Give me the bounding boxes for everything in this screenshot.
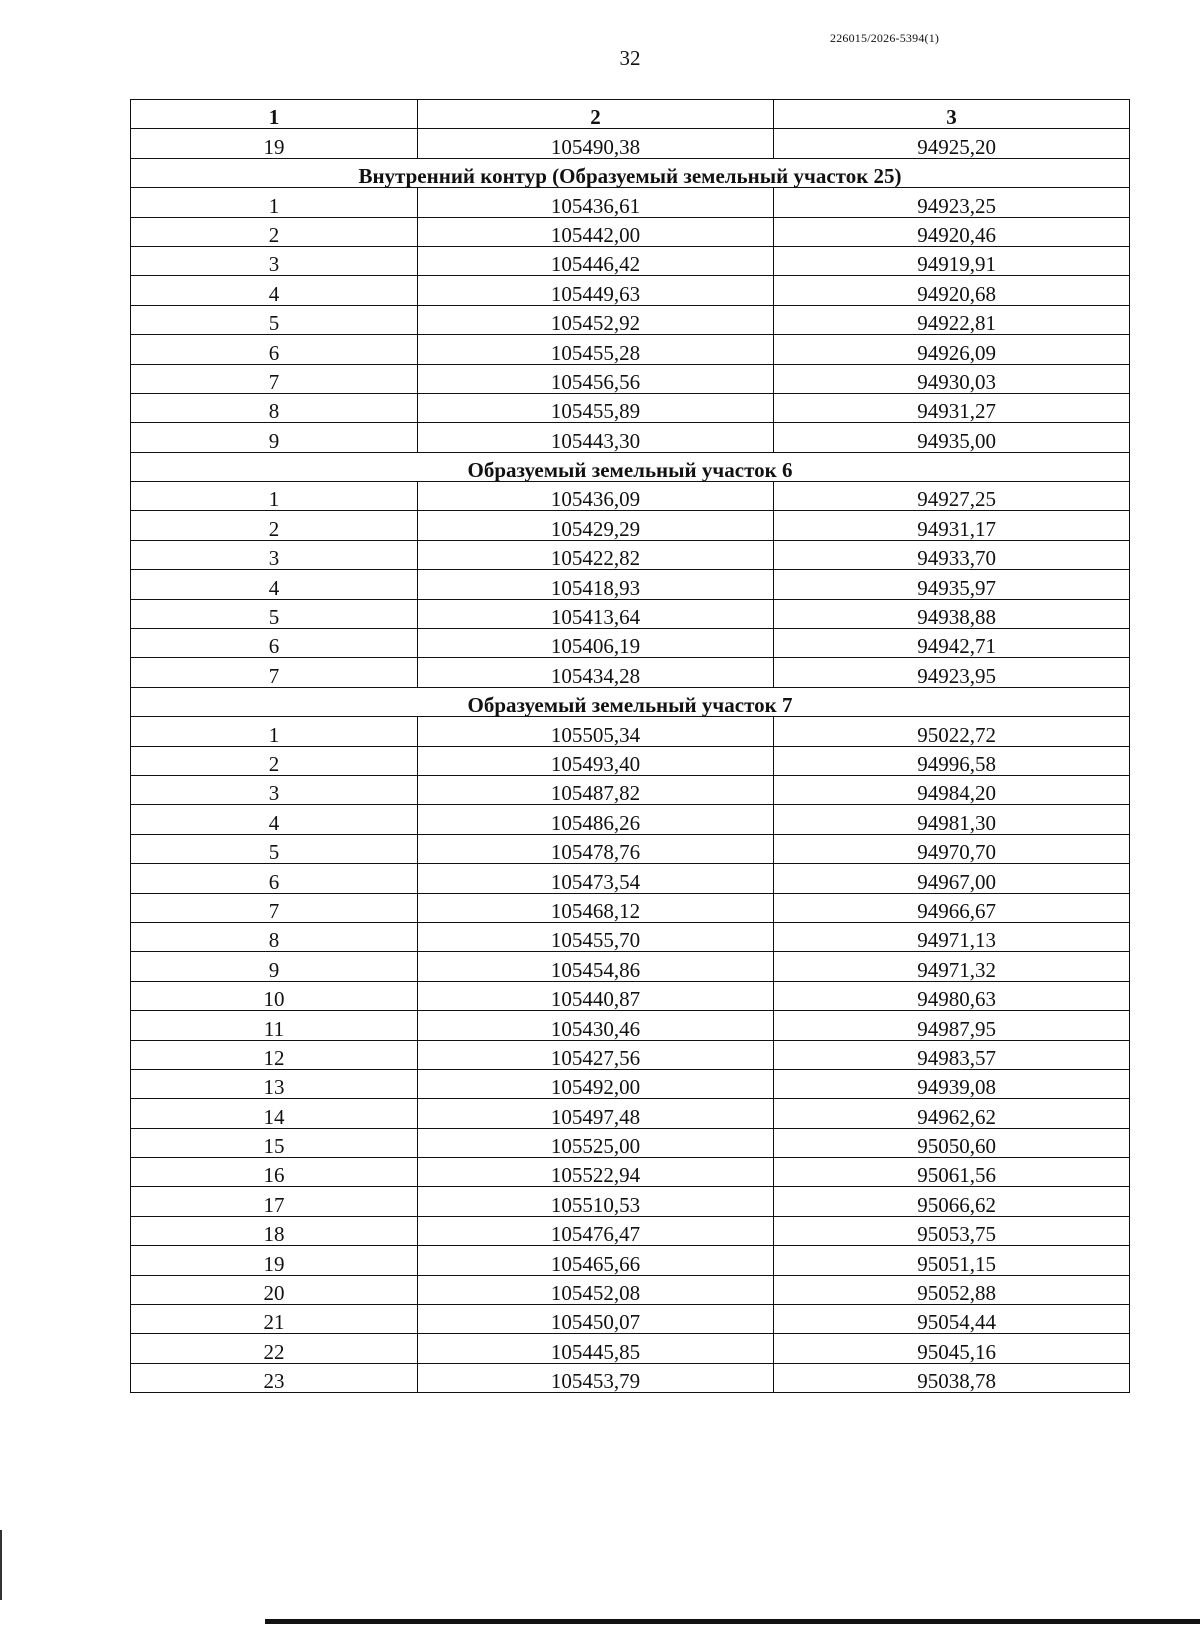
- x-coordinate-cell: 105430,46: [418, 1011, 774, 1040]
- x-coordinate-cell: 105442,00: [418, 217, 774, 246]
- table-row: [131, 893, 1130, 922]
- table-row: [131, 1128, 1130, 1157]
- coordinates-table-body: [131, 100, 1130, 1393]
- point-number-cell: 7: [131, 893, 418, 922]
- point-number-cell: 3: [131, 246, 418, 275]
- x-coordinate-cell: 105446,42: [418, 246, 774, 275]
- section-heading-row: [131, 158, 1130, 187]
- table-row: [131, 805, 1130, 834]
- table-row: [131, 1246, 1130, 1275]
- x-coordinate-cell: 105434,28: [418, 658, 774, 687]
- table-row: [131, 1275, 1130, 1304]
- point-number-cell: 10: [131, 981, 418, 1010]
- point-number-cell: 19: [131, 129, 418, 158]
- table-row: [131, 540, 1130, 569]
- table-row: [131, 335, 1130, 364]
- table-row: [131, 834, 1130, 863]
- table-row: [131, 511, 1130, 540]
- table-row: [131, 922, 1130, 951]
- table-row: [131, 746, 1130, 775]
- table-row: [131, 570, 1130, 599]
- point-number-cell: 1: [131, 188, 418, 217]
- y-coordinate-cell: 95066,62: [774, 1187, 1130, 1216]
- x-coordinate-cell: 105478,76: [418, 834, 774, 863]
- point-number-cell: 4: [131, 805, 418, 834]
- table-row: [131, 1187, 1130, 1216]
- table-row: [131, 629, 1130, 658]
- x-coordinate-cell: 105452,92: [418, 305, 774, 334]
- y-coordinate-cell: 94919,91: [774, 246, 1130, 275]
- y-coordinate-cell: 94962,62: [774, 1099, 1130, 1128]
- table-header-row: [131, 100, 1130, 129]
- table-row: [131, 1158, 1130, 1187]
- y-coordinate-cell: 94930,03: [774, 364, 1130, 393]
- y-coordinate-cell: 94987,95: [774, 1011, 1130, 1040]
- y-coordinate-cell: 94923,25: [774, 188, 1130, 217]
- section-heading: Образуемый земельный участок 7: [131, 687, 1130, 716]
- section-heading: Образуемый земельный участок 6: [131, 452, 1130, 481]
- table-row: [131, 129, 1130, 158]
- scan-bottom-edge: [265, 1619, 1200, 1624]
- y-coordinate-cell: 95053,75: [774, 1216, 1130, 1245]
- table-row: [131, 1011, 1130, 1040]
- y-coordinate-cell: 94983,57: [774, 1040, 1130, 1069]
- table-row: [131, 1305, 1130, 1334]
- table-row: [131, 217, 1130, 246]
- point-number-cell: 4: [131, 570, 418, 599]
- table-row: [131, 276, 1130, 305]
- x-coordinate-cell: 105456,56: [418, 364, 774, 393]
- point-number-cell: 4: [131, 276, 418, 305]
- point-number-cell: 6: [131, 335, 418, 364]
- y-coordinate-cell: 94981,30: [774, 805, 1130, 834]
- x-coordinate-cell: 105452,08: [418, 1275, 774, 1304]
- y-coordinate-cell: 94920,68: [774, 276, 1130, 305]
- column-header-3: 3: [774, 100, 1130, 129]
- y-coordinate-cell: 95038,78: [774, 1363, 1130, 1392]
- x-coordinate-cell: 105418,93: [418, 570, 774, 599]
- x-coordinate-cell: 105443,30: [418, 423, 774, 452]
- x-coordinate-cell: 105427,56: [418, 1040, 774, 1069]
- point-number-cell: 7: [131, 658, 418, 687]
- table-row: [131, 364, 1130, 393]
- y-coordinate-cell: 95045,16: [774, 1334, 1130, 1363]
- table-row: [131, 864, 1130, 893]
- point-number-cell: 11: [131, 1011, 418, 1040]
- x-coordinate-cell: 105497,48: [418, 1099, 774, 1128]
- x-coordinate-cell: 105455,70: [418, 922, 774, 951]
- point-number-cell: 18: [131, 1216, 418, 1245]
- column-header-2: 2: [418, 100, 774, 129]
- x-coordinate-cell: 105413,64: [418, 599, 774, 628]
- point-number-cell: 1: [131, 717, 418, 746]
- x-coordinate-cell: 105490,38: [418, 129, 774, 158]
- y-coordinate-cell: 94996,58: [774, 746, 1130, 775]
- page-number: 32: [619, 46, 641, 70]
- x-coordinate-cell: 105487,82: [418, 775, 774, 804]
- y-coordinate-cell: 94984,20: [774, 775, 1130, 804]
- x-coordinate-cell: 105525,00: [418, 1128, 774, 1157]
- section-heading-row: [131, 452, 1130, 481]
- y-coordinate-cell: 95054,44: [774, 1305, 1130, 1334]
- y-coordinate-cell: 94926,09: [774, 335, 1130, 364]
- x-coordinate-cell: 105436,09: [418, 482, 774, 511]
- y-coordinate-cell: 95061,56: [774, 1158, 1130, 1187]
- y-coordinate-cell: 95052,88: [774, 1275, 1130, 1304]
- x-coordinate-cell: 105468,12: [418, 893, 774, 922]
- document-id: 226015/2026-5394(1): [830, 31, 940, 45]
- x-coordinate-cell: 105492,00: [418, 1069, 774, 1098]
- x-coordinate-cell: 105406,19: [418, 629, 774, 658]
- table-row: [131, 305, 1130, 334]
- x-coordinate-cell: 105505,34: [418, 717, 774, 746]
- point-number-cell: 16: [131, 1158, 418, 1187]
- y-coordinate-cell: 94922,81: [774, 305, 1130, 334]
- table-row: [131, 775, 1130, 804]
- table-row: [131, 599, 1130, 628]
- x-coordinate-cell: 105510,53: [418, 1187, 774, 1216]
- table-row: [131, 981, 1130, 1010]
- y-coordinate-cell: 95022,72: [774, 717, 1130, 746]
- x-coordinate-cell: 105436,61: [418, 188, 774, 217]
- y-coordinate-cell: 94931,27: [774, 393, 1130, 422]
- point-number-cell: 17: [131, 1187, 418, 1216]
- y-coordinate-cell: 94935,00: [774, 423, 1130, 452]
- column-header-1: 1: [131, 100, 418, 129]
- y-coordinate-cell: 94970,70: [774, 834, 1130, 863]
- table-row: [131, 1334, 1130, 1363]
- x-coordinate-cell: 105429,29: [418, 511, 774, 540]
- y-coordinate-cell: 94933,70: [774, 540, 1130, 569]
- point-number-cell: 5: [131, 834, 418, 863]
- x-coordinate-cell: 105450,07: [418, 1305, 774, 1334]
- y-coordinate-cell: 95050,60: [774, 1128, 1130, 1157]
- point-number-cell: 13: [131, 1069, 418, 1098]
- y-coordinate-cell: 95051,15: [774, 1246, 1130, 1275]
- point-number-cell: 6: [131, 629, 418, 658]
- x-coordinate-cell: 105486,26: [418, 805, 774, 834]
- y-coordinate-cell: 94931,17: [774, 511, 1130, 540]
- x-coordinate-cell: 105455,28: [418, 335, 774, 364]
- y-coordinate-cell: 94927,25: [774, 482, 1130, 511]
- x-coordinate-cell: 105440,87: [418, 981, 774, 1010]
- point-number-cell: 22: [131, 1334, 418, 1363]
- point-number-cell: 3: [131, 540, 418, 569]
- table-row: [131, 717, 1130, 746]
- x-coordinate-cell: 105493,40: [418, 746, 774, 775]
- point-number-cell: 7: [131, 364, 418, 393]
- y-coordinate-cell: 94980,63: [774, 981, 1130, 1010]
- point-number-cell: 8: [131, 922, 418, 951]
- y-coordinate-cell: 94923,95: [774, 658, 1130, 687]
- scan-edge-mark: [0, 1530, 2, 1600]
- point-number-cell: 5: [131, 305, 418, 334]
- y-coordinate-cell: 94920,46: [774, 217, 1130, 246]
- section-heading-row: [131, 687, 1130, 716]
- y-coordinate-cell: 94966,67: [774, 893, 1130, 922]
- x-coordinate-cell: 105476,47: [418, 1216, 774, 1245]
- point-number-cell: 8: [131, 393, 418, 422]
- y-coordinate-cell: 94938,88: [774, 599, 1130, 628]
- table-row: [131, 658, 1130, 687]
- table-row: [131, 1069, 1130, 1098]
- y-coordinate-cell: 94967,00: [774, 864, 1130, 893]
- point-number-cell: 21: [131, 1305, 418, 1334]
- y-coordinate-cell: 94971,13: [774, 922, 1130, 951]
- point-number-cell: 20: [131, 1275, 418, 1304]
- x-coordinate-cell: 105454,86: [418, 952, 774, 981]
- y-coordinate-cell: 94939,08: [774, 1069, 1130, 1098]
- table-row: [131, 952, 1130, 981]
- point-number-cell: 15: [131, 1128, 418, 1157]
- x-coordinate-cell: 105453,79: [418, 1363, 774, 1392]
- x-coordinate-cell: 105449,63: [418, 276, 774, 305]
- x-coordinate-cell: 105522,94: [418, 1158, 774, 1187]
- y-coordinate-cell: 94971,32: [774, 952, 1130, 981]
- x-coordinate-cell: 105465,66: [418, 1246, 774, 1275]
- table-row: [131, 1040, 1130, 1069]
- point-number-cell: 19: [131, 1246, 418, 1275]
- table-row: [131, 1099, 1130, 1128]
- table-row: [131, 423, 1130, 452]
- y-coordinate-cell: 94935,97: [774, 570, 1130, 599]
- table-row: [131, 393, 1130, 422]
- point-number-cell: 2: [131, 511, 418, 540]
- x-coordinate-cell: 105455,89: [418, 393, 774, 422]
- table-row: [131, 246, 1130, 275]
- point-number-cell: 12: [131, 1040, 418, 1069]
- point-number-cell: 9: [131, 952, 418, 981]
- point-number-cell: 2: [131, 746, 418, 775]
- point-number-cell: 3: [131, 775, 418, 804]
- table-row: [131, 188, 1130, 217]
- x-coordinate-cell: 105422,82: [418, 540, 774, 569]
- point-number-cell: 5: [131, 599, 418, 628]
- point-number-cell: 6: [131, 864, 418, 893]
- point-number-cell: 2: [131, 217, 418, 246]
- table-row: [131, 482, 1130, 511]
- point-number-cell: 1: [131, 482, 418, 511]
- point-number-cell: 9: [131, 423, 418, 452]
- table-row: [131, 1363, 1130, 1392]
- point-number-cell: 23: [131, 1363, 418, 1392]
- section-heading: Внутренний контур (Образуемый земельный участок 25): [131, 158, 1130, 187]
- x-coordinate-cell: 105473,54: [418, 864, 774, 893]
- point-number-cell: 14: [131, 1099, 418, 1128]
- y-coordinate-cell: 94925,20: [774, 129, 1130, 158]
- y-coordinate-cell: 94942,71: [774, 629, 1130, 658]
- coordinates-table: [130, 99, 1130, 1393]
- table-row: [131, 1216, 1130, 1245]
- x-coordinate-cell: 105445,85: [418, 1334, 774, 1363]
